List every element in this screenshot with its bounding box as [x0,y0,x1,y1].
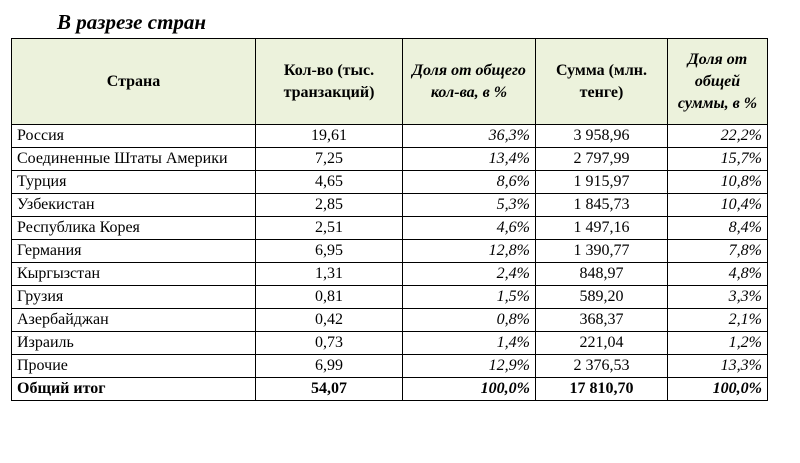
cell-count-share: 5,3% [403,194,536,217]
cell-amount-share: 13,3% [668,355,768,378]
cell-amount: 1 915,97 [536,171,668,194]
cell-amount: 221,04 [536,332,668,355]
cell-amount: 3 958,96 [536,125,668,148]
table-row [12,263,768,286]
cell-amount: 848,97 [536,263,668,286]
cell-count-share: 2,4% [403,263,536,286]
cell-country: Прочие [12,355,256,378]
cell-count-share: 12,9% [403,355,536,378]
cell-count: 19,61 [256,125,403,148]
cell-count: 0,42 [256,309,403,332]
table-row [12,171,768,194]
cell-amount-share: 7,8% [668,240,768,263]
cell-country: Турция [12,171,256,194]
cell-amount: 589,20 [536,286,668,309]
header-country: Страна [12,39,256,125]
cell-amount-share: 2,1% [668,309,768,332]
table-row [12,194,768,217]
total-count: 54,07 [256,378,403,401]
cell-amount: 1 390,77 [536,240,668,263]
header-amount: Сумма (млн. тенге) [536,39,668,125]
cell-amount: 1 845,73 [536,194,668,217]
table-row [12,217,768,240]
cell-count: 1,31 [256,263,403,286]
header-count-share: Доля от общего кол-ва, в % [403,39,536,125]
cell-amount-share: 1,2% [668,332,768,355]
cell-amount: 1 497,16 [536,217,668,240]
countries-table [11,38,768,401]
header-count: Кол-во (тыс. транзакций) [256,39,403,125]
total-row [12,378,768,401]
cell-amount-share: 10,4% [668,194,768,217]
cell-country: Республика Корея [12,217,256,240]
cell-count: 4,65 [256,171,403,194]
cell-count-share: 4,6% [403,217,536,240]
cell-country: Германия [12,240,256,263]
cell-amount: 368,37 [536,309,668,332]
cell-country: Кыргызстан [12,263,256,286]
section-title: В разрезе стран [57,10,207,34]
cell-count-share: 12,8% [403,240,536,263]
header-row [12,39,768,125]
total-amount: 17 810,70 [536,378,668,401]
cell-count-share: 1,4% [403,332,536,355]
cell-count: 0,81 [256,286,403,309]
cell-country: Соединенные Штаты Америки [12,148,256,171]
cell-amount-share: 10,8% [668,171,768,194]
cell-amount-share: 4,8% [668,263,768,286]
cell-amount: 2 797,99 [536,148,668,171]
cell-country: Грузия [12,286,256,309]
table-row [12,125,768,148]
total-label: Общий итог [12,378,256,401]
total-count-share: 100,0% [403,378,536,401]
cell-count: 6,95 [256,240,403,263]
header-amount-share: Доля от общей суммы, в % [668,39,768,125]
cell-country: Россия [12,125,256,148]
cell-country: Израиль [12,332,256,355]
table-row [12,148,768,171]
cell-count: 6,99 [256,355,403,378]
cell-amount-share: 22,2% [668,125,768,148]
cell-country: Узбекистан [12,194,256,217]
cell-count-share: 0,8% [403,309,536,332]
cell-amount-share: 15,7% [668,148,768,171]
cell-country: Азербайджан [12,309,256,332]
table-row [12,240,768,263]
table-row [12,355,768,378]
cell-count-share: 8,6% [403,171,536,194]
table-row [12,309,768,332]
cell-count: 7,25 [256,148,403,171]
cell-amount-share: 3,3% [668,286,768,309]
table-row [12,286,768,309]
cell-count: 0,73 [256,332,403,355]
cell-count-share: 1,5% [403,286,536,309]
total-amount-share: 100,0% [668,378,768,401]
table-row [12,332,768,355]
cell-count-share: 13,4% [403,148,536,171]
cell-count-share: 36,3% [403,125,536,148]
cell-count: 2,51 [256,217,403,240]
cell-amount-share: 8,4% [668,217,768,240]
cell-count: 2,85 [256,194,403,217]
cell-amount: 2 376,53 [536,355,668,378]
